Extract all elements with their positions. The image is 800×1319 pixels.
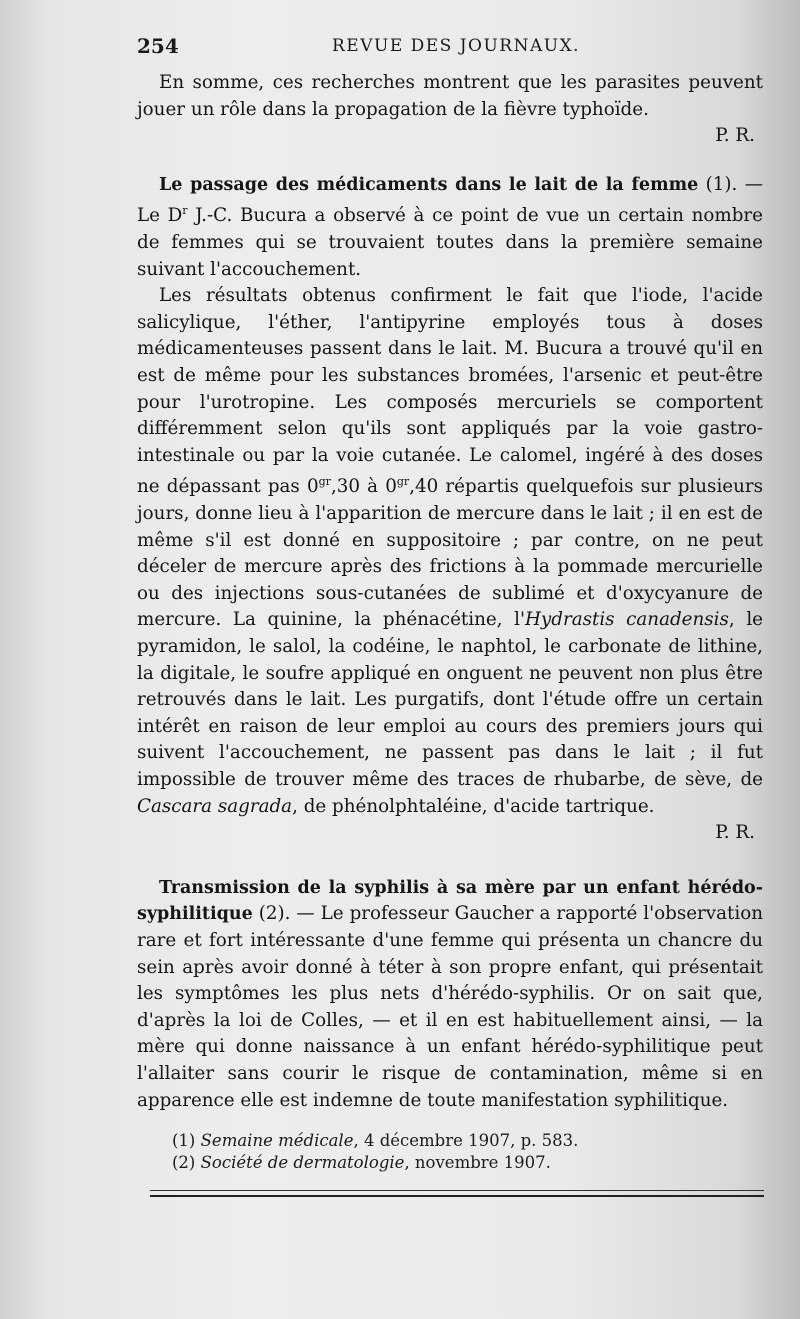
footnote-2 [172,1152,762,1174]
paragraph-text: , de phénolphtaléine, d'acide tartrique. [292,795,655,817]
footnotes [172,1130,762,1174]
article-heading: Transmission de la syphilis à sa mère par un enfant hérédo-syphilitique [137,877,763,925]
footnote-number: (1) [172,1131,201,1150]
footnote-number: (2) [172,1153,201,1172]
paragraph-results [137,283,763,820]
article-intro-start: — Le D [137,173,764,227]
paragraph-text: Les résultats obtenus confirment le fait que l'iode, l'acide salicylique, l'éther, l'antipyrine employés tous à doses médicamenteuses passent dans le lait. M. Bucura a trouvé qu'il en est de même pour les substances bromées, l'arsenic et peut-être pour l'urotropine. Les composés mercuriels se comportent différemment selon qu'ils sont appliqués par la voie gastro-intestinale ou par la voie cutanée. Le calomel, ingéré à des doses ne dépassant pas 0 [137,285,763,498]
footnote-detail: , novembre 1907. [404,1153,551,1172]
article-body: — Le professeur Gaucher a rapporté l'observation rare et fort intéressante d'une femme qui présenta un chancre du sein après avoir donné à téter à son propre enfant, qui présentait les symptômes les plus nets d'hérédo-syphilis. Or on sait que, d'après la loi de Colles, — et il en est habituellement ainsi, — la mère qui donne naissance à un enfant hérédo-syphilitique peut l'allaiter sans courir le risque de contamination, même si en apparence elle est indemne de toute manifestation syphilitique. [137,903,763,1111]
dose-value: ,30 à 0 [330,476,397,498]
signature: P. R. [715,822,755,844]
footnote-source: Société de dermatologie [200,1153,405,1172]
article-medications-in-milk [137,172,763,283]
dose-unit: gr [318,475,331,489]
article-syphilis-transmission [137,875,763,1114]
footnote-ref: (2). [252,903,291,925]
paragraph-text: , le pyramidon, le salol, la codéine, le naphtol, le carbonate de lithine, la digitale, le soufre appliqué en onguent ne peuvent non plus être retrouvés dans le lait. Les purgatifs, dont l'étude offre un certain intérêt en raison de leur emploi au cours des premiers jours qui suivent l'accouchement, ne passent pas dans le lait ; il fut impossible de trouver même des traces de rhubarbe, de sève, de [137,609,763,791]
journal-title: REVUE DES JOURNAUX. [332,36,581,56]
body-text [137,70,763,1114]
footnote-1 [172,1130,762,1152]
footnote-ref: (1). [698,173,738,195]
footnote-detail: , 4 décembre 1907, p. 583. [353,1131,579,1150]
separator-rule [150,1190,764,1191]
article-intro-text: J.-C. Bucura a observé à ce point de vue un certain nombre de femmes qui se trouvaient toutes dans la première semaine suivant l'accouchement. [137,205,763,280]
superscript: r [182,204,188,218]
dose-unit: gr [396,475,410,489]
separator-rule [150,1195,764,1197]
paragraph-text: ,40 répartis quelquefois sur plusieurs jours, donne lieu à l'apparition de mercure dans le lait ; il en est de même s'il est donné en suppositoire ; par contre, on ne peut déceler de mercure après des frictions à la pommade mercurielle ou des injections sous-cutanées de sublimé et d'oxycyanure de mercure. La quinine, la phénacétine, l' [137,476,763,631]
article-heading: Le passage des médicaments dans le lait de la femme [159,174,699,195]
running-head [137,34,764,64]
signature: P. R. [715,125,755,147]
italic-term: Hydrastis canadensis [524,609,729,631]
paragraph-typhoid-conclusion: En somme, ces recherches montrent que les parasites peuvent jouer un rôle dans la propagation de la fièvre typhoïde. [137,72,763,120]
footnote-source: Semaine médicale [200,1131,354,1150]
page-number: 254 [137,34,179,58]
italic-term: Cascara sagrada [137,795,293,817]
